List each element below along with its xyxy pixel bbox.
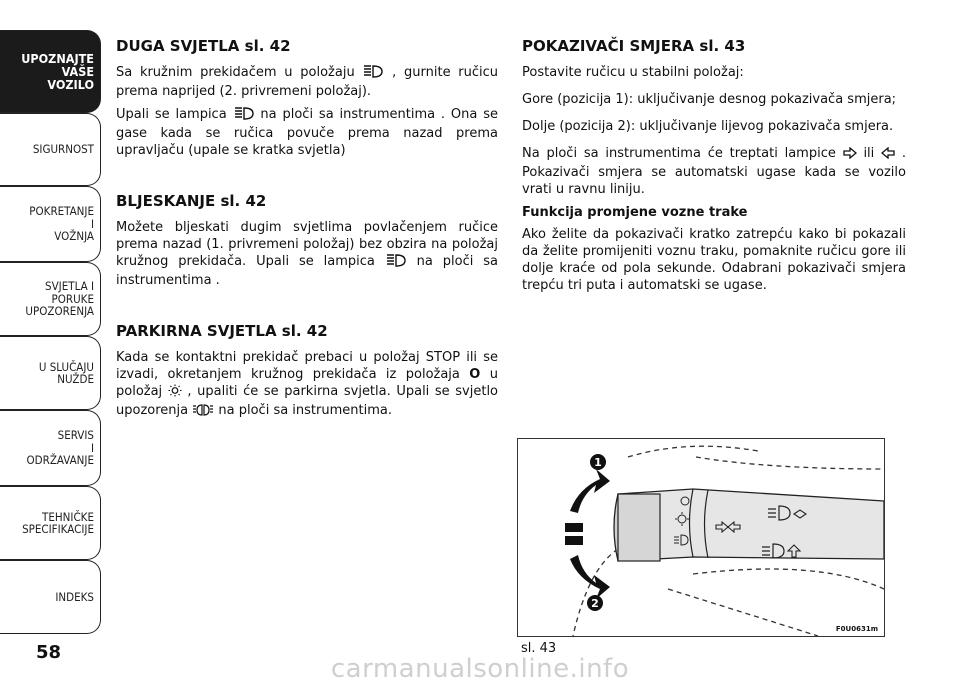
section-title-turn-indicators: POKAZIVAČI SMJERA sl. 43 <box>522 37 746 55</box>
right-column <box>522 38 906 300</box>
sidelights-warning-icon <box>192 404 214 421</box>
stalk-illustration <box>518 439 884 636</box>
text: Kada se kontaktni prekidač prebaci u položaj STOP ili se izvadi, okretanjem kružnog prekidača iz položaja <box>116 350 498 382</box>
text: na ploči sa instrumentima . Ona se gase kada se ručica povuče prema nazad prema upravljaču (upale se kratka svjetla) <box>116 107 499 158</box>
paragraph <box>522 145 906 198</box>
tab-label: TEHNIČKE SPECIFIKACIJE <box>22 509 94 536</box>
paragraph: Ako želite da pokazivači kratko zatrepću kako bi pokazali da želite promijeniti voznu traku, pomaknite ručicu gore ili dolje kraće od pola sekunde. Odabrani pokazivači smjera trepću tri puta i automatski se ugase. <box>522 227 906 293</box>
tab-svjetla-i-poruke[interactable] <box>0 262 101 336</box>
tab-label: SIGURNOST <box>32 142 94 157</box>
paragraph <box>116 219 498 289</box>
tab-label: UPOZNAJTE VAŠE VOZILO <box>21 51 94 92</box>
tab-label: SERVIS I ODRŽAVANJE <box>26 428 94 468</box>
paragraph: Dolje (pozicija 2): uključivanje lijevog pokazivača smjera. <box>522 119 894 134</box>
text: u položaj <box>116 367 498 399</box>
marker-2: 2 <box>591 597 599 610</box>
parking-light-icon <box>168 384 182 402</box>
text: na ploči sa instrumentima. <box>218 403 392 418</box>
text: Upali se lampica <box>116 107 227 122</box>
text: . Pokazivači smjera se automatski ugase kada se vozilo vrati u ravnu liniju. <box>522 146 907 197</box>
tab-pokretanje-i-voznja[interactable] <box>0 186 101 262</box>
text: Sa kružnim prekidačem u položaju <box>116 65 355 80</box>
tab-servis-i-odrzavanje[interactable] <box>0 410 101 486</box>
section-title-high-beam: DUGA SVJETLA sl. 42 <box>116 37 291 55</box>
watermark-footer: carmanualsonline.info <box>330 654 630 684</box>
tab-upoznajte-vase-vozilo[interactable] <box>0 30 101 113</box>
text: , gurnite ručicu prema naprijed (2. privremeni položaj). <box>116 65 499 99</box>
tab-tehnicke-specifikacije[interactable] <box>0 486 101 560</box>
left-column <box>116 38 498 427</box>
high-beam-icon <box>385 254 407 272</box>
subheading-lane-change: Funkcija promjene vozne trake <box>522 205 748 220</box>
text: , upaliti će se parkirna svjetla. Upali se svjetlo upozorenja <box>116 384 499 418</box>
paragraph <box>116 106 498 159</box>
tab-indeks[interactable] <box>0 560 101 634</box>
tab-u-slucaju-nuzde[interactable] <box>0 336 101 410</box>
tab-label: POKRETANJE I VOŽNJA <box>29 204 94 244</box>
figure-stalk-diagram <box>517 438 885 637</box>
high-beam-icon <box>362 65 384 83</box>
text: ili <box>863 146 875 161</box>
high-beam-icon <box>233 107 255 125</box>
text: na ploči sa instrumentima . <box>116 254 498 288</box>
section-title-parking-lights: PARKIRNA SVJETLA sl. 42 <box>116 322 328 340</box>
tab-sigurnost[interactable] <box>0 113 101 186</box>
paragraph <box>116 64 498 100</box>
tab-label: INDEKS <box>55 589 94 604</box>
turn-left-icon <box>881 147 895 164</box>
turn-right-icon <box>843 147 857 164</box>
figure-caption: sl. 43 <box>521 641 557 656</box>
paragraph: Gore (pozicija 1): uključivanje desnog pokazivača smjera; <box>522 92 897 107</box>
tab-label: SVJETLA I PORUKE UPOZORENJA <box>25 279 94 319</box>
text: Na ploči sa instrumentima će treptati lampice <box>522 146 836 161</box>
section-title-flashing: BLJESKANJE sl. 42 <box>116 192 267 210</box>
paragraph: Postavite ručicu u stabilni položaj: <box>522 65 744 80</box>
page-number: 58 <box>36 642 62 663</box>
figure-code: F0U0631m <box>835 625 878 633</box>
paragraph <box>116 349 498 421</box>
position-o-label: O <box>469 367 481 382</box>
marker-1: 1 <box>594 456 602 469</box>
tab-label: U SLUČAJU NUŽDE <box>38 359 94 386</box>
text: Možete bljeskati dugim svjetlima povlačenjem ručice prema nazad (1. privremeni položaj) bez obzira na položaj kružnog prekidača. Upali se lampica <box>116 220 498 269</box>
